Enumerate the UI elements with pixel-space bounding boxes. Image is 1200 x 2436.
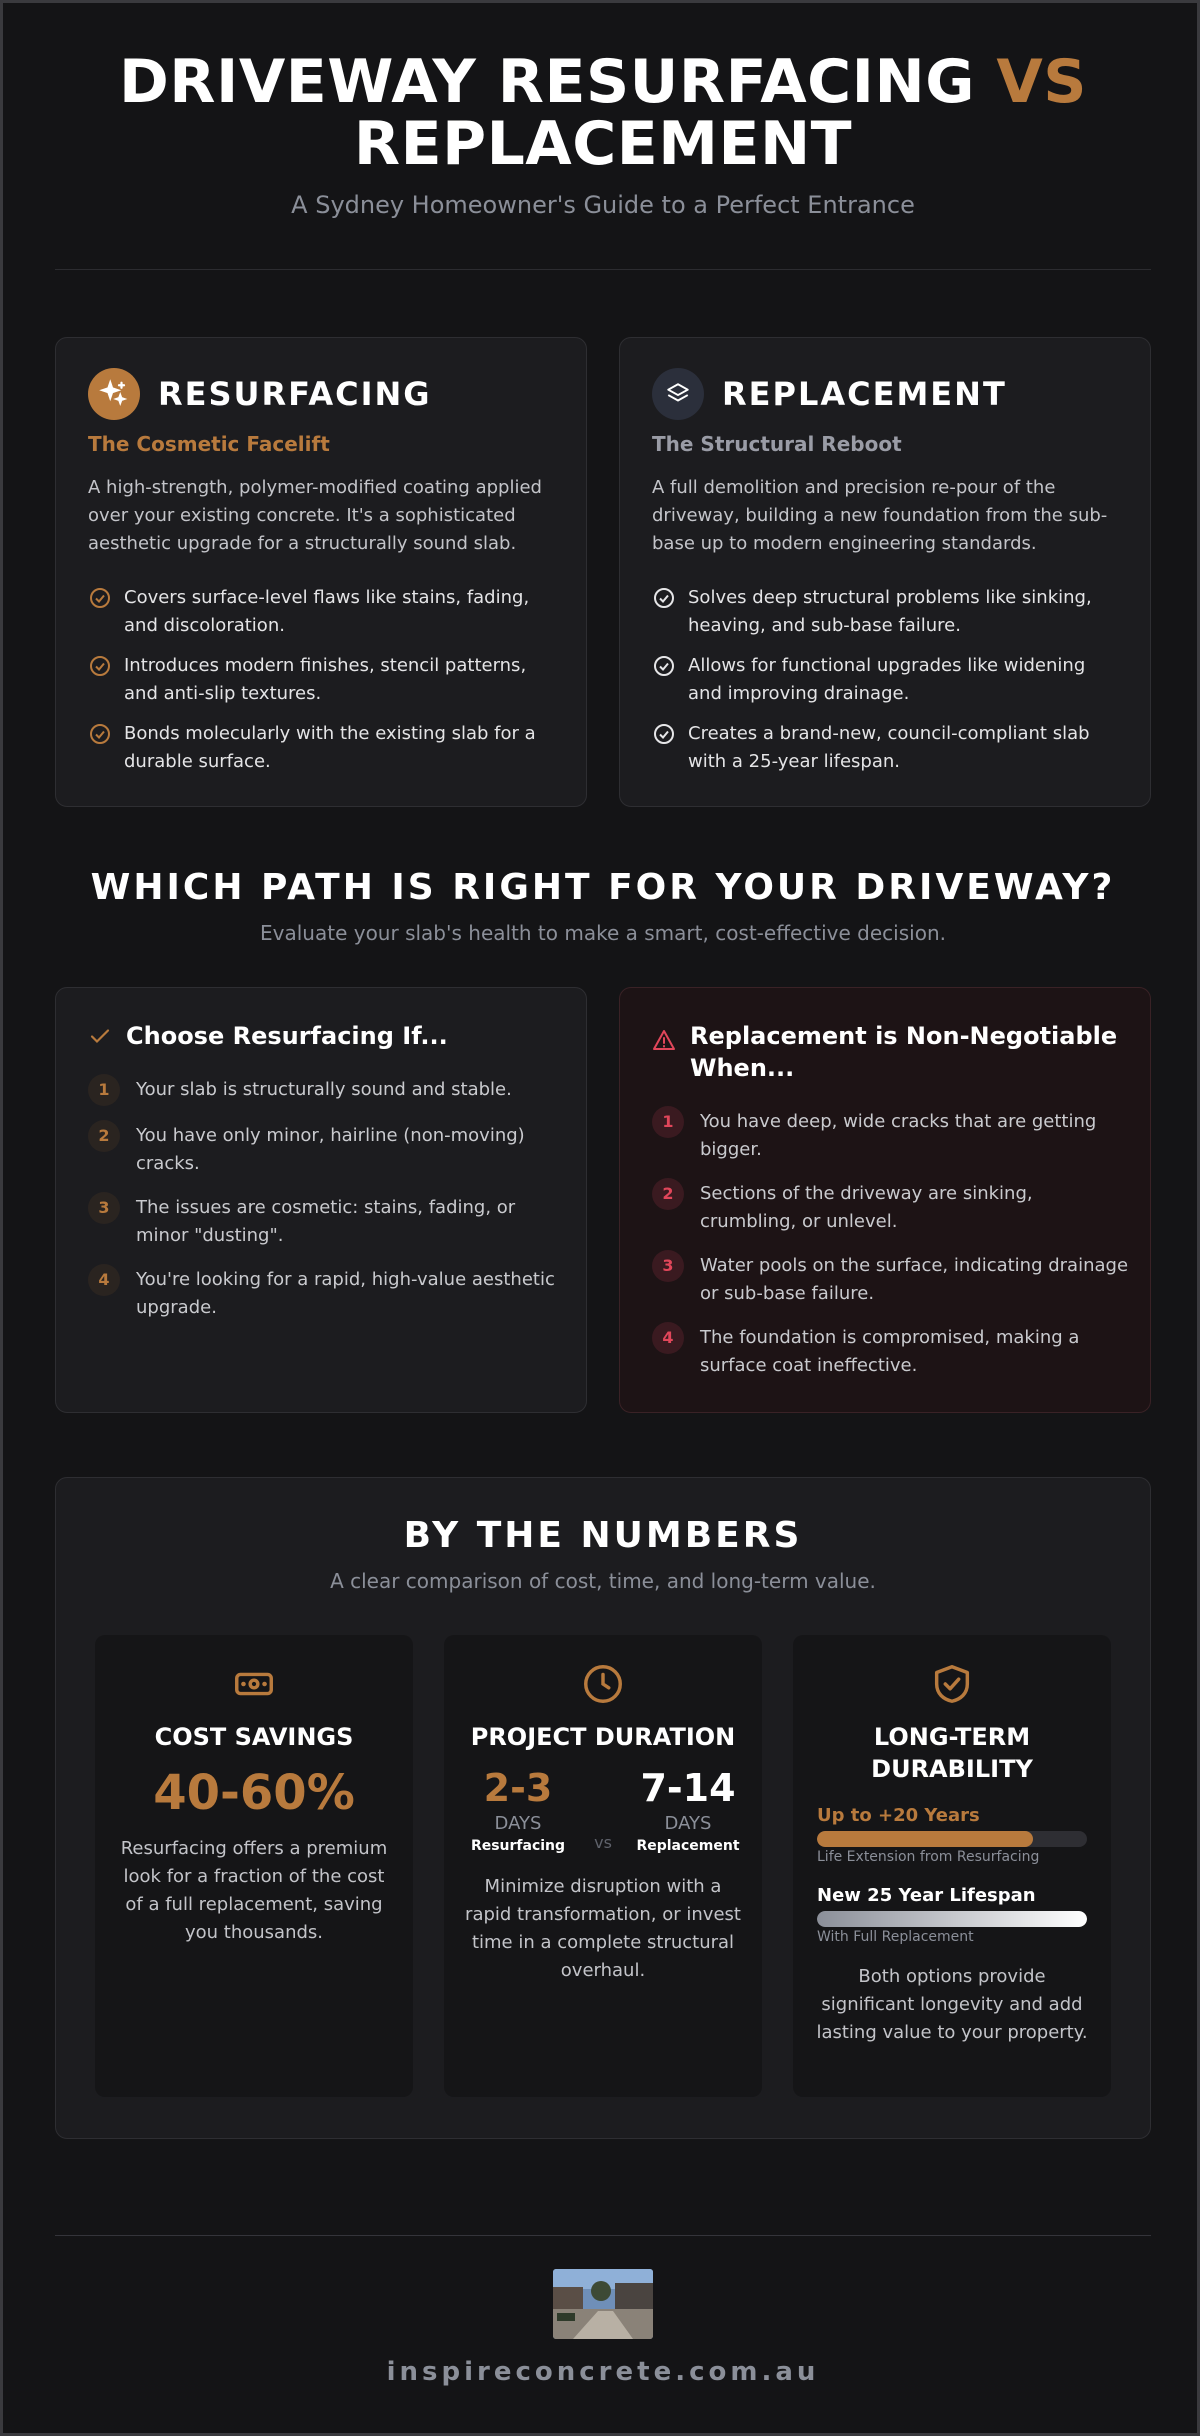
resurfacing-progress-fill	[817, 1831, 1033, 1847]
page-subtitle: A Sydney Homeowner's Guide to a Perfect Entrance	[291, 191, 915, 219]
durability-title-line-2: DURABILITY	[871, 1755, 1033, 1783]
feature-text: Creates a brand-new, council-compliant slab with a 25-year lifespan.	[688, 723, 1090, 772]
title-vs: VS	[996, 47, 1087, 117]
decision-subtitle: Evaluate your slab's health to make a smart, cost-effective decision.	[260, 921, 946, 945]
replacement-card-header	[652, 368, 1007, 420]
durability-description: Both options provide significant longevity and add lasting value to your property.	[816, 1966, 1088, 2043]
check-circle-icon	[652, 654, 676, 678]
list-item-text: Your slab is structurally sound and stable.	[136, 1079, 512, 1100]
list-item	[652, 1108, 1132, 1164]
resurfacing-duration-unit: DAYS	[494, 1813, 542, 1834]
resurfacing-features	[88, 584, 558, 788]
check-circle-icon	[88, 722, 112, 746]
list-item-text: Sections of the driveway are sinking, crumbling, or unlevel.	[700, 1183, 1033, 1232]
replacement-progress-bar	[817, 1911, 1087, 1927]
replacement-subtitle: The Structural Reboot	[652, 432, 902, 456]
number-badge: 2	[652, 1178, 684, 1210]
list-item	[652, 1252, 1132, 1308]
resurfacing-criteria-header	[88, 1020, 586, 1052]
durability-title	[793, 1721, 1111, 1785]
list-item	[88, 1076, 568, 1106]
replacement-duration-label: Replacement	[636, 1838, 740, 1854]
replacement-criteria-list	[652, 1108, 1132, 1396]
resurfacing-duration-label: Resurfacing	[470, 1838, 566, 1854]
list-item	[652, 1324, 1132, 1380]
replacement-description: A full demolition and precision re-pour of the driveway, building a new foundation from the sub-base up to modern engineering standards.	[652, 477, 1108, 554]
cost-savings-title: COST SAVINGS	[154, 1723, 354, 1751]
decision-title: WHICH PATH IS RIGHT FOR YOUR DRIVEWAY?	[90, 867, 1116, 908]
replacement-criteria-heading: Replacement is Non-Negotiable When...	[690, 1022, 1118, 1082]
number-badge: 1	[88, 1074, 120, 1106]
list-item	[88, 1266, 568, 1322]
resurfacing-bar-caption: Life Extension from Resurfacing	[817, 1849, 1040, 1865]
cash-icon	[95, 1661, 413, 1707]
replacement-criteria-card	[619, 987, 1151, 1413]
replacement-bar-caption: With Full Replacement	[817, 1929, 974, 1945]
check-circle-icon	[88, 654, 112, 678]
list-item-text: Water pools on the surface, indicating drainage or sub-base failure.	[700, 1255, 1129, 1304]
resurfacing-criteria-card	[55, 987, 587, 1413]
feature-text: Covers surface-level flaws like stains, fading, and discoloration.	[124, 587, 530, 636]
number-badge: 4	[652, 1322, 684, 1354]
numbers-subtitle: A clear comparison of cost, time, and long-term value.	[330, 1569, 876, 1593]
list-item	[652, 1180, 1132, 1236]
list-item-text: The foundation is compromised, making a surface coat ineffective.	[700, 1327, 1080, 1376]
title-part-2: REPLACEMENT	[353, 109, 853, 179]
resurfacing-duration-value: 2-3	[483, 1766, 553, 1810]
resurfacing-subtitle: The Cosmetic Facelift	[88, 432, 330, 456]
check-circle-icon	[88, 586, 112, 610]
list-item	[88, 1194, 568, 1250]
numbers-title: BY THE NUMBERS	[403, 1515, 803, 1556]
list-item-text: You have deep, wide cracks that are getting bigger.	[700, 1111, 1097, 1160]
title-part-1: DRIVEWAY RESURFACING	[119, 47, 975, 117]
list-item	[88, 1122, 568, 1178]
feature-text: Bonds molecularly with the existing slab for a durable surface.	[124, 723, 536, 772]
feature-text: Introduces modern finishes, stencil patterns, and anti-slip textures.	[124, 655, 527, 704]
durability-title-line-1: LONG-TERM	[873, 1723, 1031, 1751]
replacement-criteria-header	[652, 1020, 1150, 1084]
vs-label: vs	[594, 1833, 612, 1852]
feature-item	[88, 652, 558, 708]
number-badge: 3	[652, 1250, 684, 1282]
feature-text: Allows for functional upgrades like widening and improving drainage.	[688, 655, 1086, 704]
shield-check-icon	[793, 1661, 1111, 1707]
resurfacing-criteria-heading: Choose Resurfacing If...	[126, 1022, 448, 1050]
list-item-text: You have only minor, hairline (non-moving) cracks.	[136, 1125, 525, 1174]
resurfacing-title: RESURFACING	[158, 375, 432, 413]
resurfacing-card-header	[88, 368, 432, 420]
replacement-duration-value: 7-14	[640, 1766, 736, 1810]
cost-savings-description: Resurfacing offers a premium look for a fraction of the cost of a full replacement, saving you thousands.	[120, 1838, 388, 1943]
resurfacing-duration	[458, 1767, 578, 1854]
number-badge: 3	[88, 1192, 120, 1224]
resurfacing-bar-label: Up to +20 Years	[817, 1805, 980, 1826]
replacement-progress-fill	[817, 1911, 1087, 1927]
replacement-features	[652, 584, 1122, 788]
project-duration-description: Minimize disruption with a rapid transformation, or invest time in a complete structural overhaul.	[465, 1876, 741, 1981]
warning-icon	[652, 1028, 676, 1052]
feature-item	[652, 652, 1122, 708]
page-title	[3, 47, 1200, 179]
replacement-bar-label: New 25 Year Lifespan	[817, 1885, 1036, 1906]
durability-card	[793, 1635, 1111, 2097]
cost-savings-card	[95, 1635, 413, 2097]
footer-divider	[55, 2235, 1151, 2236]
driveway-photo	[553, 2269, 653, 2339]
check-circle-icon	[652, 586, 676, 610]
clock-icon	[444, 1661, 762, 1707]
list-item-text: The issues are cosmetic: stains, fading, or minor "dusting".	[136, 1197, 516, 1246]
feature-item	[88, 720, 558, 776]
resurfacing-progress-bar	[817, 1831, 1087, 1847]
layers-icon	[652, 368, 704, 420]
replacement-card	[619, 337, 1151, 807]
website-link[interactable]: inspireconcrete.com.au	[386, 2357, 820, 2387]
project-duration-card	[444, 1635, 762, 2097]
feature-item	[652, 584, 1122, 640]
replacement-title: REPLACEMENT	[722, 375, 1007, 413]
feature-item	[652, 720, 1122, 776]
number-badge: 4	[88, 1264, 120, 1296]
project-duration-title: PROJECT DURATION	[470, 1723, 736, 1751]
feature-text: Solves deep structural problems like sinking, heaving, and sub-base failure.	[688, 587, 1092, 636]
resurfacing-description: A high-strength, polymer-modified coating applied over your existing concrete. It's a sophisticated aesthetic upgrade for a structurally sound slab.	[88, 477, 542, 554]
sparkles-icon	[88, 368, 140, 420]
check-icon	[88, 1024, 112, 1048]
header-divider	[55, 269, 1151, 270]
check-circle-icon	[652, 722, 676, 746]
cost-savings-value: 40-60%	[153, 1765, 355, 1821]
resurfacing-criteria-list	[88, 1076, 568, 1338]
number-badge: 2	[88, 1120, 120, 1152]
replacement-duration-unit: DAYS	[664, 1813, 712, 1834]
number-badge: 1	[652, 1106, 684, 1138]
replacement-duration	[628, 1767, 748, 1854]
resurfacing-card	[55, 337, 587, 807]
list-item-text: You're looking for a rapid, high-value aesthetic upgrade.	[136, 1269, 555, 1318]
feature-item	[88, 584, 558, 640]
